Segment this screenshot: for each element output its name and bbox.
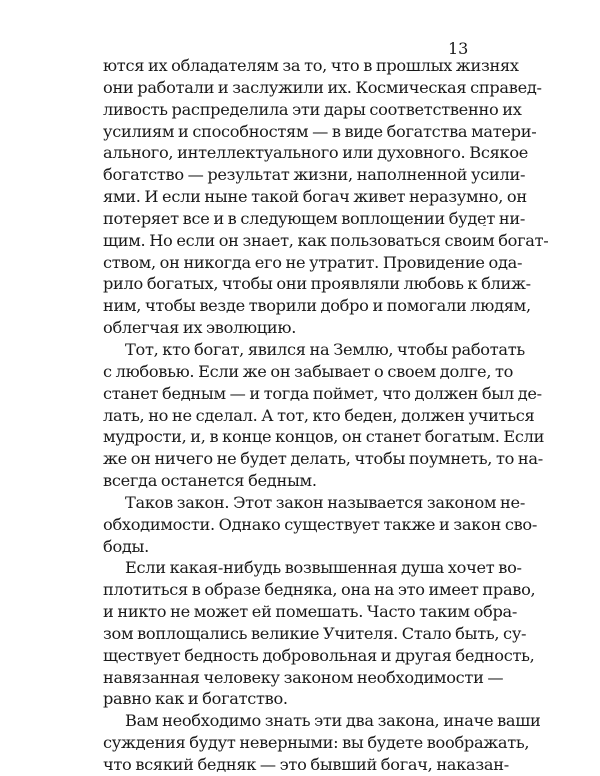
text-line: ним, чтобы везде творили добро и помогали людям, <box>103 296 531 316</box>
text-line: лать, но не сделал. А тот, кто беден, должен учиться <box>103 405 535 425</box>
text-line: ством, он никогда его не утратит. Провидение ода- <box>103 252 523 272</box>
text-line: ального, интеллектуального или духовного. Всякое <box>103 143 529 163</box>
text-line: что всякий бедняк — это бывший богач, наказан- <box>103 755 509 774</box>
text-line: мудрости, и, в конце концов, он станет богатым. Если <box>103 427 545 447</box>
text-line: равно как и богатство. <box>103 689 288 709</box>
text-line: потеряет все и в следующем воплощении будет ни- <box>103 208 525 228</box>
text-line: ями. И если ныне такой богач живет неразумно, он <box>103 187 527 207</box>
text-line: щим. Но если он знает, как пользоваться своим богат- <box>103 230 549 250</box>
text-line: ливость распределила эти дары соответственно их <box>103 99 522 119</box>
text-line: и никто не может ей помешать. Часто таким обра- <box>103 602 518 622</box>
text-line: суждения будут неверными: вы будете воображать, <box>103 733 530 753</box>
paragraph-start: Вам необходимо знать эти два закона, иначе ваши <box>125 711 541 731</box>
page-number: 13 <box>448 39 469 58</box>
text-line: зом воплощались великие Учителя. Стало быть, су- <box>103 623 527 643</box>
paragraph-start: Если какая-нибудь возвышенная душа хочет во- <box>125 558 522 578</box>
text-line: они работали и заслужили их. Космическая справед- <box>103 77 542 97</box>
text-line: станет бедным — и тогда поймет, что должен был де- <box>103 383 542 403</box>
text-line: ществует бедность добровольная и другая бедность, <box>103 645 535 665</box>
paragraph-start: Тот, кто богат, явился на Землю, чтобы работать <box>125 339 525 359</box>
text-line: боды. <box>103 536 149 556</box>
text-line: ются их обладателям за то, что в прошлых жизнях <box>103 56 519 75</box>
text-line: усилиям и способностям — в виде богатства матери- <box>103 121 537 141</box>
text-line: богатство — результат жизни, наполненной усили- <box>103 165 526 185</box>
text-line: всегда останется бедным. <box>103 471 317 491</box>
text-line: плотиться в образе бедняка, она на это имеет право, <box>103 580 536 600</box>
text-line: же он ничего не будет делать, чтобы поумнеть, то на- <box>103 449 543 469</box>
text-line: облегчая их эволюцию. <box>103 318 297 338</box>
text-line: навязанная человеку законом необходимости — <box>103 667 504 687</box>
text-line: с любовью. Если же он забывает о своем долге, то <box>103 361 514 381</box>
text-line: рило богатых, чтобы они проявляли любовь к ближ- <box>103 274 531 294</box>
paragraph-start: Таков закон. Этот закон называется законом не- <box>125 492 525 512</box>
body-text <box>103 55 549 776</box>
text-line: обходимости. Однако существует также и закон сво- <box>103 514 538 534</box>
